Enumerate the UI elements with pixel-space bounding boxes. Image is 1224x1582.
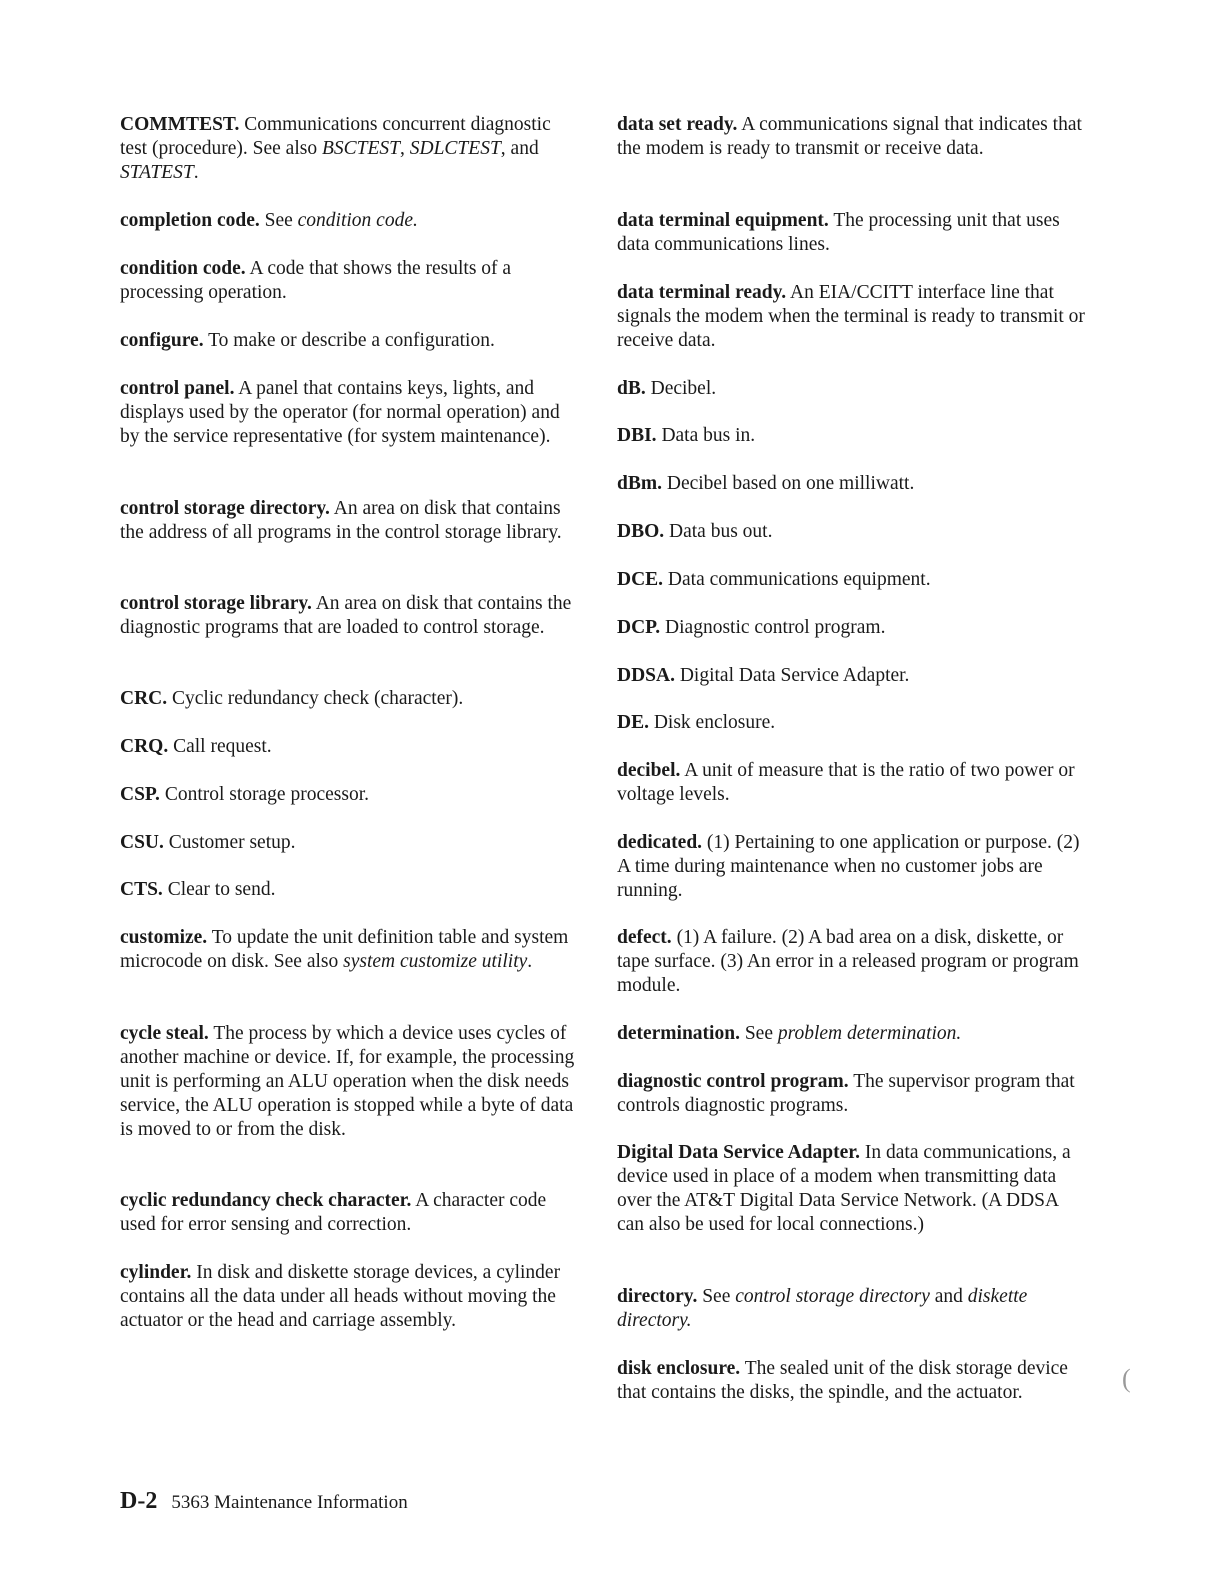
glossary-term: cyclic redundancy check character.: [120, 1190, 412, 1211]
glossary-term: cylinder.: [120, 1262, 192, 1283]
glossary-cross-reference: control storage directory: [735, 1286, 930, 1307]
glossary-term: configure.: [120, 330, 204, 351]
glossary-entry: [617, 1022, 1087, 1046]
glossary-term: DDSA.: [617, 665, 675, 686]
glossary-definition: Call request.: [173, 736, 272, 757]
glossary-entry: [617, 281, 1087, 353]
glossary-term: defect.: [617, 927, 672, 948]
glossary-definition: The sealed unit of the disk storage device that contains the disks, the spindle, and the actuator.: [617, 1358, 1068, 1403]
glossary-entry: [617, 759, 1087, 807]
glossary-definition: Customer setup.: [168, 832, 296, 853]
glossary-connector: .: [527, 951, 533, 972]
glossary-term: data set ready.: [617, 114, 738, 135]
glossary-term: directory.: [617, 1286, 698, 1307]
glossary-definition: See: [264, 210, 298, 231]
glossary-term: control storage directory.: [120, 498, 330, 519]
glossary-entry: [617, 711, 1087, 735]
glossary-definition: Decibel.: [650, 378, 717, 399]
glossary-definition: Data communications equipment.: [667, 569, 931, 590]
glossary-term: decibel.: [617, 760, 681, 781]
glossary-term: DCE.: [617, 569, 664, 590]
glossary-cross-reference: system customize utility: [343, 951, 528, 972]
glossary-entry: [120, 926, 580, 974]
glossary-definition: An area on disk that contains the address of all programs in the control storage library.: [120, 498, 562, 543]
glossary-entry: [617, 568, 1087, 592]
glossary-term: CSU.: [120, 832, 164, 853]
glossary-term: disk enclosure.: [617, 1358, 741, 1379]
glossary-entry: [617, 1141, 1087, 1237]
glossary-entry: [617, 664, 1087, 688]
glossary-term: data terminal equipment.: [617, 210, 829, 231]
glossary-definition: Digital Data Service Adapter.: [679, 665, 910, 686]
glossary-term: dBm.: [617, 473, 662, 494]
glossary-definition: A code that shows the results of a processing operation.: [120, 258, 512, 303]
glossary-definition: An EIA/CCITT interface line that signals the modem when the terminal is ready to transmit or receive data.: [617, 282, 1085, 351]
glossary-definition: Cyclic redundancy check (character).: [172, 688, 464, 709]
glossary-entry: [617, 926, 1087, 998]
glossary-term: DBI.: [617, 425, 657, 446]
glossary-definition: Data bus out.: [669, 521, 773, 542]
glossary-entry: [120, 783, 580, 807]
glossary-definition: In disk and diskette storage devices, a cylinder contains all the data under all heads without moving the actuator or the head and carriage assembly.: [120, 1262, 561, 1331]
glossary-term: CRC.: [120, 688, 168, 709]
glossary-entry: [617, 424, 1087, 448]
glossary-entry: [120, 209, 580, 233]
document-title: 5363 Maintenance Information: [171, 1492, 408, 1513]
glossary-entry: [120, 377, 580, 449]
glossary-cross-reference: problem determination.: [777, 1023, 962, 1044]
glossary-cross-reference: condition code.: [297, 210, 418, 231]
glossary-definition: Data bus in.: [661, 425, 756, 446]
glossary-entry: [617, 377, 1087, 401]
glossary-entry: [617, 472, 1087, 496]
glossary-entry: [617, 1357, 1087, 1405]
page-footer: [120, 1488, 408, 1515]
glossary-definition: Decibel based on one milliwatt.: [666, 473, 915, 494]
glossary-term: customize.: [120, 927, 208, 948]
glossary-definition: The processing unit that uses data communications lines.: [617, 210, 1060, 255]
glossary-entry: [120, 831, 580, 855]
glossary-definition: Clear to send.: [167, 879, 276, 900]
glossary-definition: A panel that contains keys, lights, and displays used by the operator (for normal operation) and by the service representative (for system maintenance).: [120, 378, 560, 447]
glossary-term: Digital Data Service Adapter.: [617, 1142, 860, 1163]
glossary-definition: See: [744, 1023, 778, 1044]
glossary-term: dedicated.: [617, 832, 703, 853]
glossary-term: dB.: [617, 378, 646, 399]
glossary-term: CSP.: [120, 784, 160, 805]
glossary-cross-reference: diskette directory.: [617, 1286, 1028, 1331]
glossary-definition: A unit of measure that is the ratio of two power or voltage levels.: [617, 760, 1075, 805]
glossary-entry: [617, 209, 1087, 257]
glossary-definition: The supervisor program that controls diagnostic programs.: [617, 1071, 1075, 1116]
glossary-term: COMMTEST.: [120, 114, 240, 135]
glossary-entry: [617, 520, 1087, 544]
glossary-entry: [120, 1022, 580, 1142]
glossary-connector: ,: [400, 138, 410, 159]
glossary-definition: A character code used for error sensing and correction.: [120, 1190, 547, 1235]
glossary-cross-reference: SDLCTEST: [409, 138, 501, 159]
glossary-term: DCP.: [617, 617, 661, 638]
glossary-entry: [617, 831, 1087, 903]
glossary-term: CTS.: [120, 879, 163, 900]
glossary-definition: Diagnostic control program.: [665, 617, 886, 638]
glossary-entry: [120, 257, 580, 305]
glossary-definition: (1) A failure. (2) A bad area on a disk, diskette, or tape surface. (3) An error in a released program or program module.: [617, 927, 1079, 996]
glossary-definition: Communications concurrent diagnostic test (procedure). See also: [120, 114, 551, 159]
glossary-entry: [120, 1261, 580, 1333]
glossary-definition: In data communications, a device used in place of a modem when transmitting data over the AT&T Digital Data Service Network. (A DDSA can also be used for local connections.): [617, 1142, 1071, 1235]
glossary-entry: [617, 1285, 1087, 1333]
glossary-entry: [120, 592, 580, 640]
glossary-term: diagnostic control program.: [617, 1071, 849, 1092]
glossary-definition: The process by which a device uses cycles of another machine or device. If, for example, the processing unit is performing an ALU operation when the disk needs service, the ALU operation is stopped while a byte of data is moved to or from the disk.: [120, 1023, 575, 1140]
glossary-term: DBO.: [617, 521, 665, 542]
page-number: D-2: [120, 1488, 158, 1514]
glossary-term: cycle steal.: [120, 1023, 209, 1044]
glossary-entry: [120, 687, 580, 711]
glossary-term: DE.: [617, 712, 649, 733]
glossary-definition: An area on disk that contains the diagnostic programs that are loaded to control storage.: [120, 593, 572, 638]
glossary-connector: .: [193, 162, 199, 183]
glossary-entry: [617, 113, 1087, 161]
glossary-definition: See: [702, 1286, 736, 1307]
glossary-connector: , and: [500, 138, 539, 159]
glossary-definition: (1) Pertaining to one application or purpose. (2) A time during maintenance when no customer jobs are running.: [617, 832, 1080, 901]
glossary-term: control storage library.: [120, 593, 312, 614]
glossary-definition: To make or describe a configuration.: [208, 330, 495, 351]
glossary-entry: [617, 616, 1087, 640]
margin-mark: (: [1122, 1364, 1131, 1393]
glossary-term: condition code.: [120, 258, 246, 279]
glossary-entry: [120, 878, 580, 902]
glossary-entry: [120, 735, 580, 759]
glossary-term: CRQ.: [120, 736, 169, 757]
glossary-definition: To update the unit definition table and system microcode on disk. See also: [120, 927, 569, 972]
glossary-entry: [120, 497, 580, 545]
glossary-definition: A communications signal that indicates that the modem is ready to transmit or receive data.: [617, 114, 1082, 159]
glossary-entry: [120, 113, 580, 185]
glossary-entry: [120, 329, 580, 353]
glossary-term: completion code.: [120, 210, 260, 231]
glossary-term: control panel.: [120, 378, 235, 399]
glossary-entry: [120, 1189, 580, 1237]
glossary-term: determination.: [617, 1023, 740, 1044]
glossary-entry: [617, 1070, 1087, 1118]
glossary-definition: Control storage processor.: [164, 784, 369, 805]
glossary-cross-reference: BSCTEST: [321, 138, 400, 159]
glossary-connector: and: [929, 1286, 968, 1307]
glossary-cross-reference: STATEST: [120, 162, 194, 183]
glossary-definition: Disk enclosure.: [653, 712, 776, 733]
glossary-term: data terminal ready.: [617, 282, 787, 303]
